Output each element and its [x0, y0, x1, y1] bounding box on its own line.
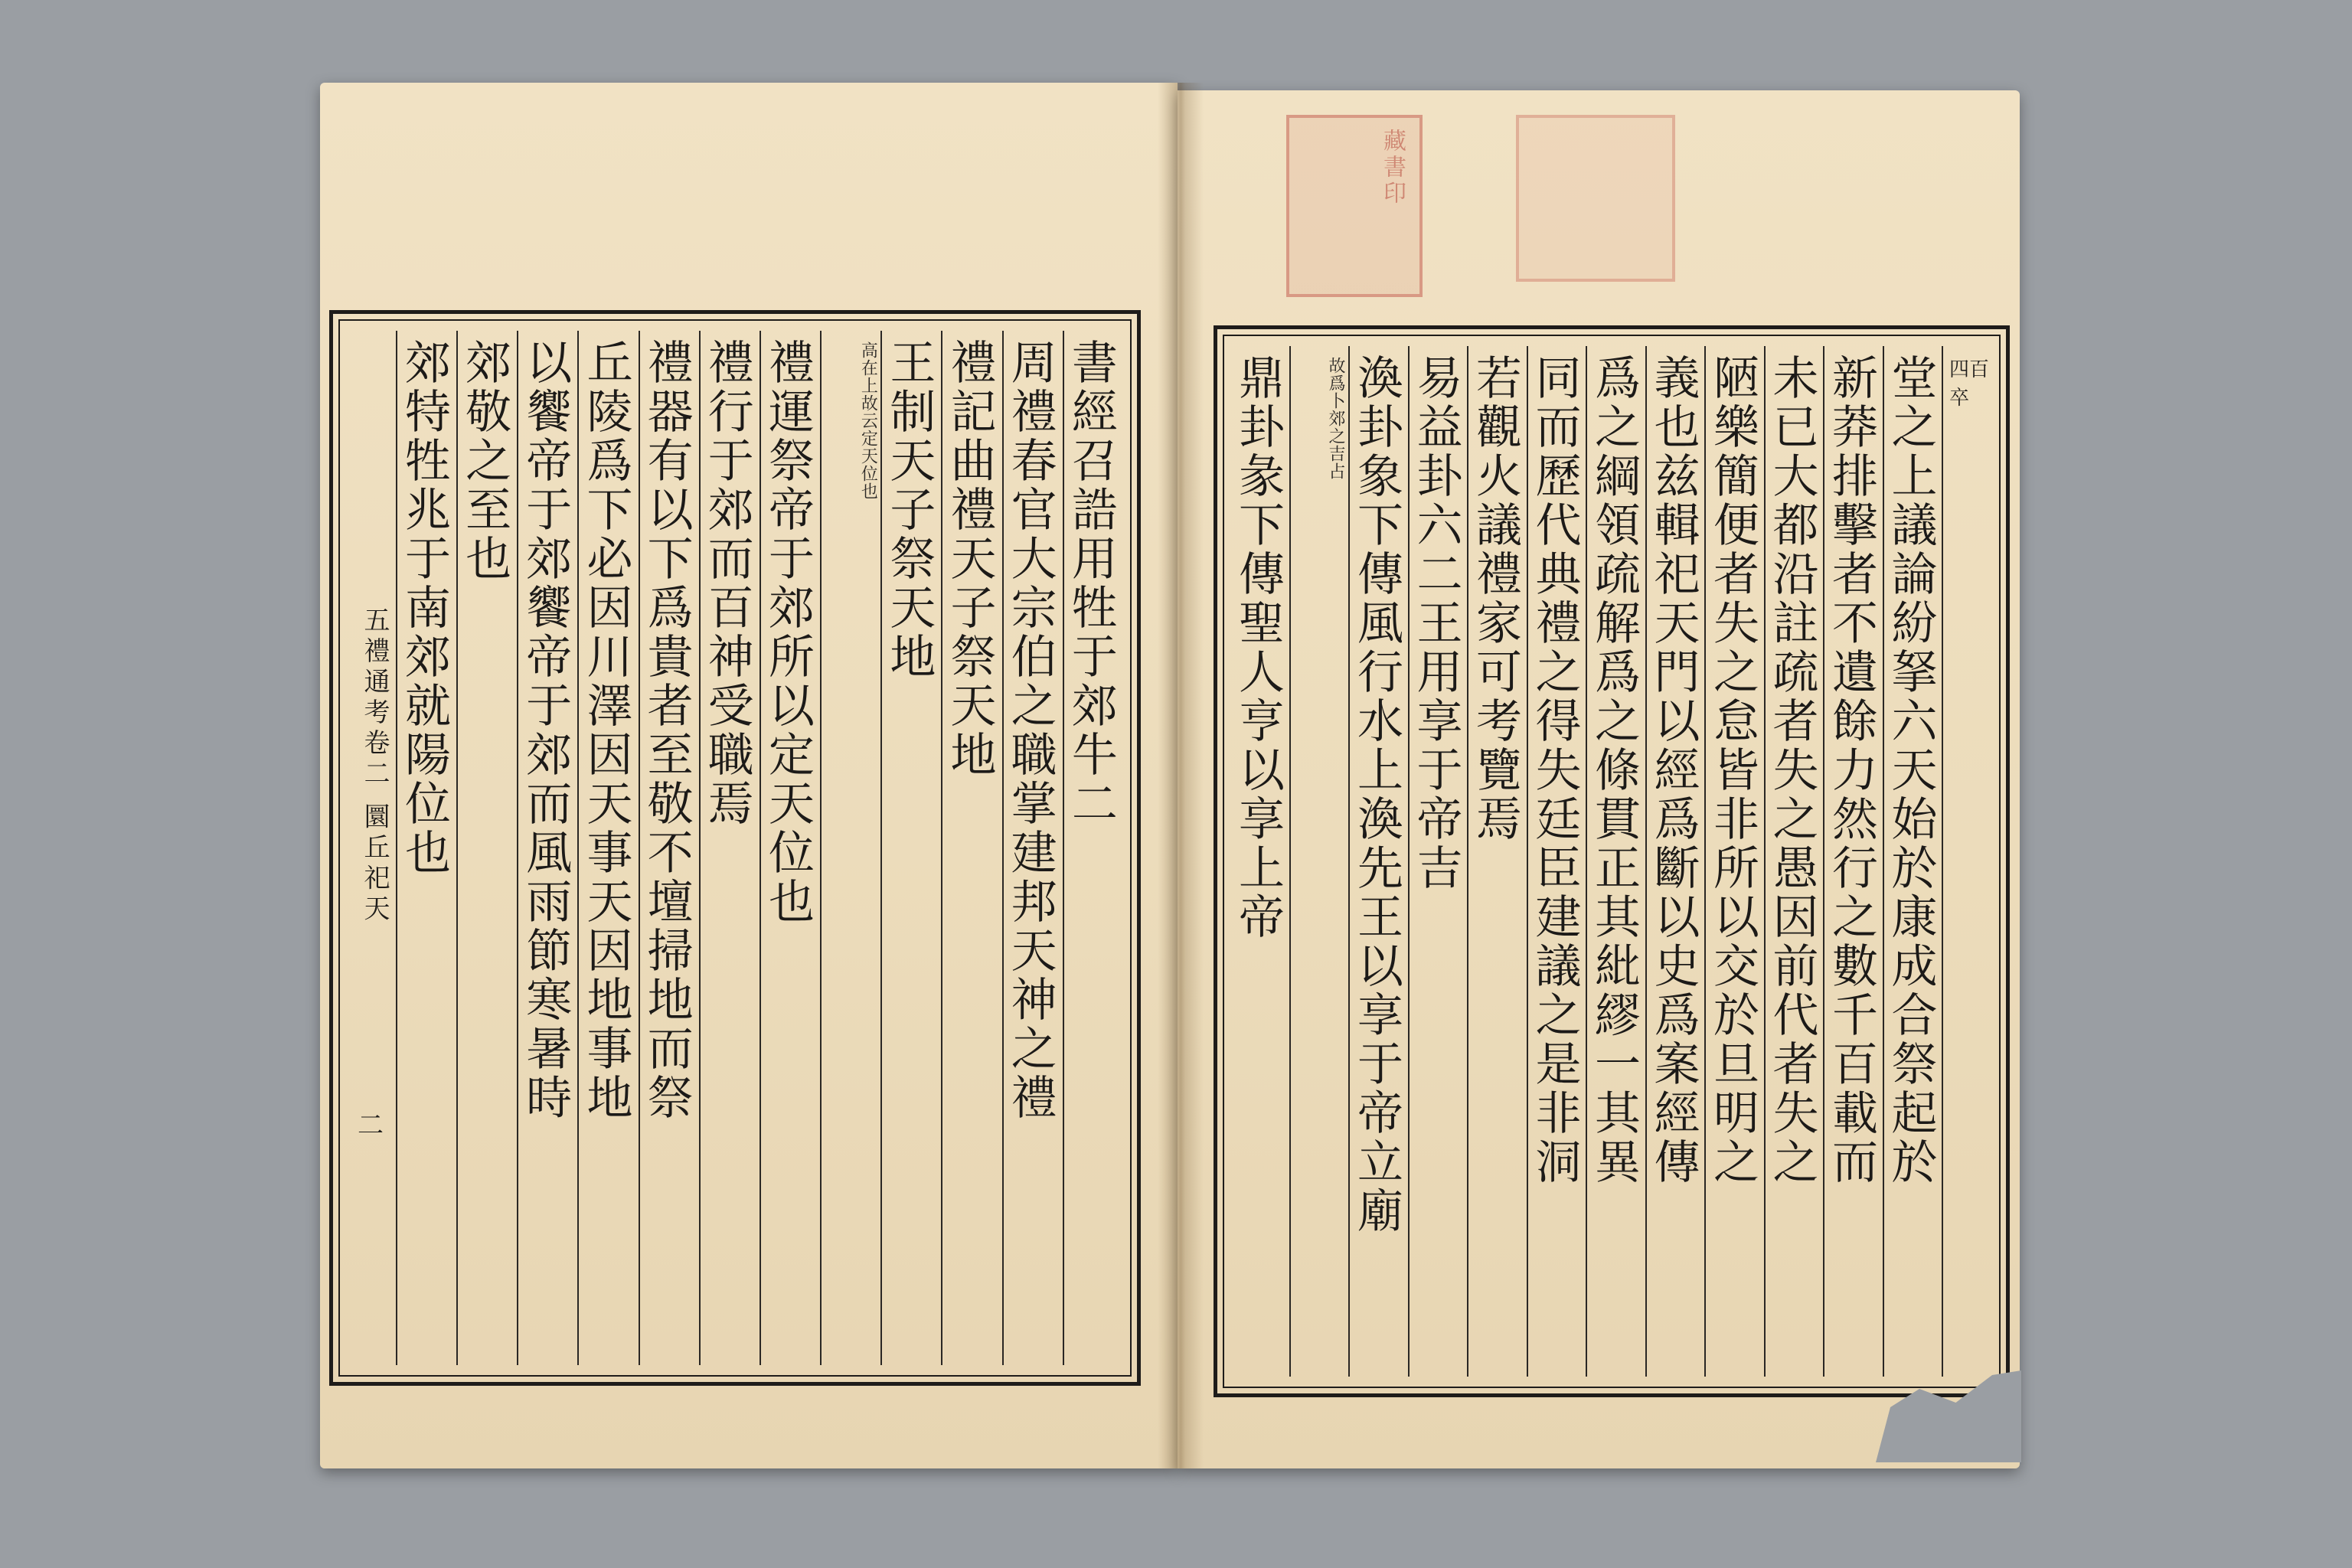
left-column-6 [760, 331, 820, 1365]
column-text: 義也兹輯祀天門以經爲斷以史爲案經傳 [1646, 354, 1700, 1187]
right-fold-column [1942, 346, 1992, 1377]
right-column-11 [1289, 346, 1349, 1377]
right-column-10 [1348, 346, 1408, 1377]
seal-text: 藏書印 [1379, 129, 1406, 207]
left-column-10 [517, 331, 577, 1365]
left-column-8 [639, 331, 699, 1365]
left-text-frame [329, 310, 1141, 1386]
left-column-1 [1063, 331, 1123, 1365]
center-fold-column [347, 331, 396, 1365]
annotation-note: 高在上故云定天位也 [858, 341, 878, 500]
column-text: 以饗帝于郊饗帝于郊而風雨節寒暑時 [518, 338, 573, 1122]
column-text: 未已大都沿註疏者失之愚因前代者失之 [1765, 354, 1819, 1187]
collector-seal-2 [1516, 115, 1675, 282]
right-column-8 [1467, 346, 1527, 1377]
left-page-number: 二 [357, 1110, 384, 1141]
right-text-frame [1214, 325, 2010, 1397]
column-text: 若觀火議禮家可考覽焉 [1468, 354, 1522, 844]
column-text: 王制天子祭天地 [882, 338, 936, 681]
column-text: 鼎卦彖下傳聖人亨以享上帝 [1231, 354, 1285, 942]
column-text: 新莽排擊者不遺餘力然行之數千百載而 [1824, 354, 1878, 1187]
column-text: 陋樂簡便者失之怠皆非所以交於旦明之 [1706, 354, 1759, 1187]
column-text: 爲之綱領疏解爲之條貫正其紕繆一其異 [1587, 354, 1641, 1187]
column-text: 禮記曲禮天子祭天地 [942, 338, 997, 779]
left-column-11 [456, 331, 517, 1365]
right-column-4 [1704, 346, 1764, 1377]
left-column-12 [396, 331, 456, 1365]
right-column-3 [1764, 346, 1824, 1377]
column-text: 郊特牲兆于南郊就陽位也 [397, 338, 451, 877]
right-columns [1231, 346, 1992, 1377]
left-column-9 [577, 331, 638, 1365]
left-column-7 [699, 331, 760, 1365]
column-text: 禮運祭帝于郊所以定天位也 [760, 338, 815, 926]
left-column-2 [1002, 331, 1063, 1365]
right-column-5 [1645, 346, 1705, 1377]
column-text: 書經召誥用牲于郊牛二 [1063, 338, 1118, 828]
right-column-1 [1883, 346, 1942, 1377]
column-text: 渙卦象下傳風行水上渙先王以享于帝立廟 [1350, 354, 1403, 1236]
column-text: 同而歷代典禮之得失廷臣建議之是非洞 [1527, 354, 1582, 1187]
collector-seal [1286, 115, 1423, 297]
column-text: 易益卦六二王用享于帝吉 [1409, 354, 1463, 893]
book-title-fold: 五禮通考卷二 圜丘祀天 [358, 606, 390, 926]
left-columns [347, 331, 1123, 1365]
left-column-5 [820, 331, 880, 1365]
right-column-7 [1527, 346, 1586, 1377]
column-text: 禮行于郊而百神受職焉 [700, 338, 754, 828]
column-text: 郊敬之至也 [458, 338, 512, 583]
right-column-6 [1586, 346, 1645, 1377]
right-column-9 [1408, 346, 1468, 1377]
left-column-4 [880, 331, 941, 1365]
column-text: 周禮春官大宗伯之職掌建邦天神之禮 [1003, 338, 1057, 1122]
column-text: 丘陵爲下必因川澤因天事天因地事地 [579, 338, 633, 1122]
annotation-note: 故爲卜郊之吉占 [1326, 357, 1345, 480]
right-page-number: 四百卒 [1949, 358, 1990, 410]
right-column-12 [1231, 346, 1289, 1377]
right-column-2 [1823, 346, 1883, 1377]
left-column-3 [941, 331, 1001, 1365]
column-text: 堂之上議論紛拏六天始於康成合祭起於 [1883, 354, 1938, 1187]
column-text: 禮器有以下爲貴者至敬不壇掃地而祭 [639, 338, 694, 1122]
